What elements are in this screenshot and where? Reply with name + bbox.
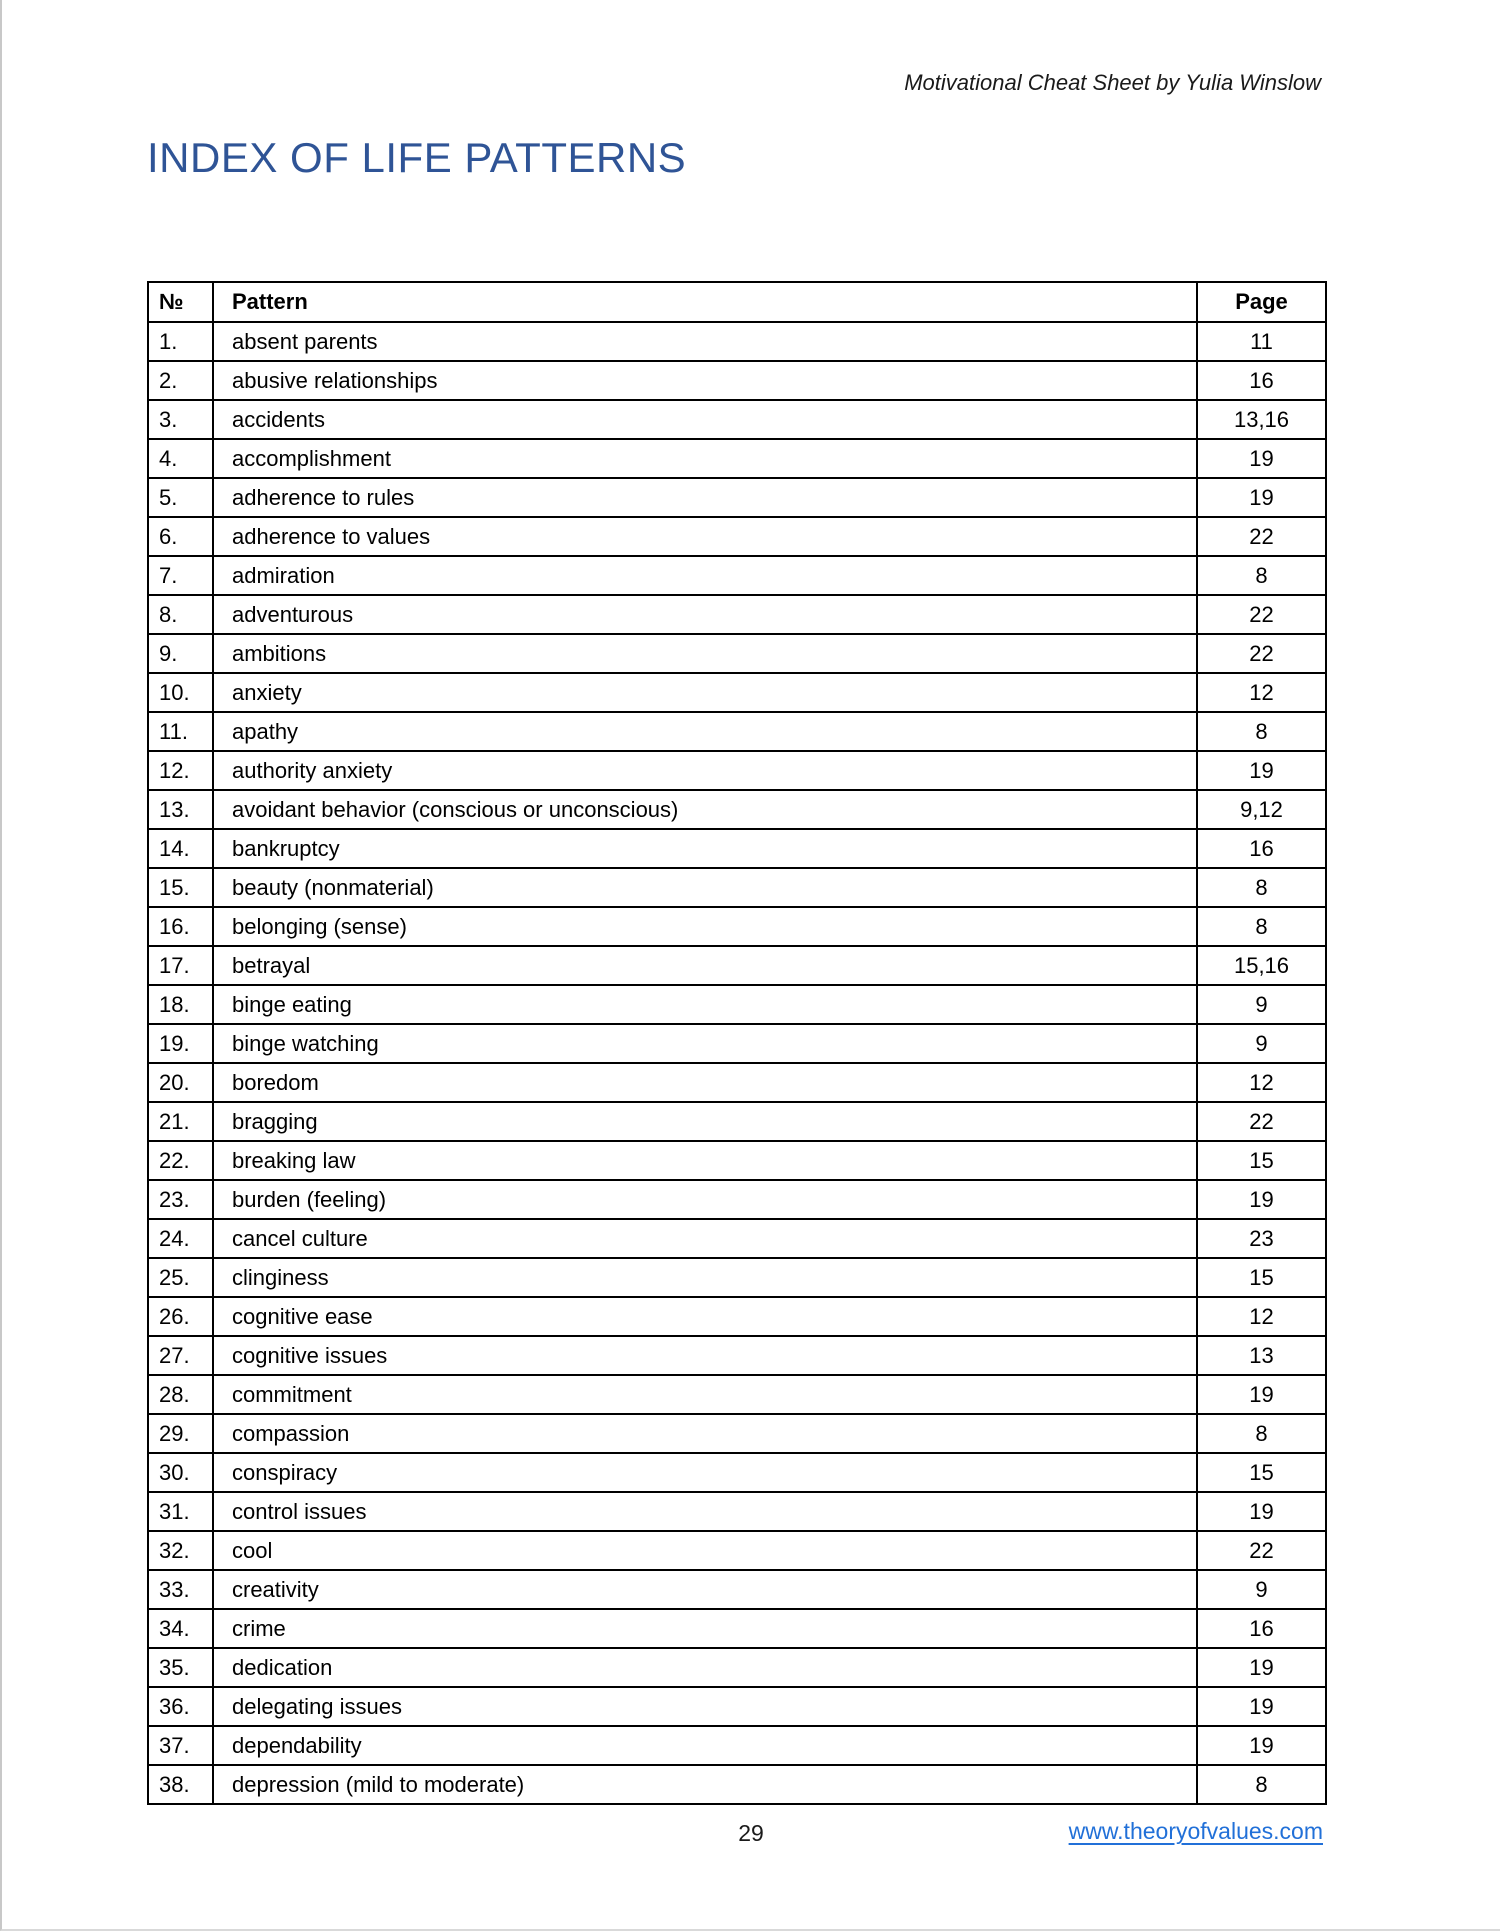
pattern-cell: breaking law — [213, 1141, 1197, 1180]
page-cell: 8 — [1197, 868, 1326, 907]
page-title: INDEX OF LIFE PATTERNS — [147, 134, 687, 181]
row-number-cell: 15. — [148, 868, 213, 907]
table-row — [148, 907, 1326, 946]
table-row — [148, 1375, 1326, 1414]
row-number-cell: 25. — [148, 1258, 213, 1297]
row-number-cell: 1. — [148, 322, 213, 361]
row-number-cell: 7. — [148, 556, 213, 595]
page-cell: 8 — [1197, 1765, 1326, 1804]
footer-page-number: 29 — [738, 1820, 764, 1846]
page-cell: 12 — [1197, 1063, 1326, 1102]
page-cell: 15 — [1197, 1258, 1326, 1297]
header-note: Motivational Cheat Sheet by Yulia Winslow — [904, 70, 1321, 95]
page-cell: 22 — [1197, 595, 1326, 634]
table-row — [148, 985, 1326, 1024]
page-cell: 13,16 — [1197, 400, 1326, 439]
pattern-cell: adventurous — [213, 595, 1197, 634]
row-number-cell: 2. — [148, 361, 213, 400]
page-cell: 8 — [1197, 1414, 1326, 1453]
pattern-cell: authority anxiety — [213, 751, 1197, 790]
table-row — [148, 1414, 1326, 1453]
page-cell: 8 — [1197, 907, 1326, 946]
table-row — [148, 556, 1326, 595]
table-row — [148, 946, 1326, 985]
page-cell: 15 — [1197, 1141, 1326, 1180]
table-row — [148, 1258, 1326, 1297]
row-number-cell: 17. — [148, 946, 213, 985]
index-table — [147, 281, 1327, 1805]
page-cell: 9 — [1197, 1570, 1326, 1609]
page-cell: 22 — [1197, 634, 1326, 673]
table-row — [148, 790, 1326, 829]
row-number-cell: 5. — [148, 478, 213, 517]
pattern-cell: bankruptcy — [213, 829, 1197, 868]
pattern-cell: cancel culture — [213, 1219, 1197, 1258]
column-header-number: № — [148, 282, 213, 322]
row-number-cell: 29. — [148, 1414, 213, 1453]
row-number-cell: 13. — [148, 790, 213, 829]
table-row — [148, 1687, 1326, 1726]
table-row — [148, 1297, 1326, 1336]
row-number-cell: 38. — [148, 1765, 213, 1804]
table-row — [148, 1219, 1326, 1258]
pattern-cell: admiration — [213, 556, 1197, 595]
table-row — [148, 517, 1326, 556]
table-row — [148, 1531, 1326, 1570]
page-cell: 22 — [1197, 1102, 1326, 1141]
row-number-cell: 37. — [148, 1726, 213, 1765]
pattern-cell: binge watching — [213, 1024, 1197, 1063]
table-row — [148, 1024, 1326, 1063]
row-number-cell: 3. — [148, 400, 213, 439]
pattern-cell: clinginess — [213, 1258, 1197, 1297]
pattern-cell: boredom — [213, 1063, 1197, 1102]
row-number-cell: 9. — [148, 634, 213, 673]
row-number-cell: 28. — [148, 1375, 213, 1414]
row-number-cell: 34. — [148, 1609, 213, 1648]
row-number-cell: 11. — [148, 712, 213, 751]
pattern-cell: dedication — [213, 1648, 1197, 1687]
pattern-cell: belonging (sense) — [213, 907, 1197, 946]
page-cell: 15,16 — [1197, 946, 1326, 985]
page-cell: 19 — [1197, 1687, 1326, 1726]
header-row — [148, 282, 1326, 322]
row-number-cell: 16. — [148, 907, 213, 946]
pattern-cell: adherence to values — [213, 517, 1197, 556]
page-cell: 19 — [1197, 1375, 1326, 1414]
page-cell: 13 — [1197, 1336, 1326, 1375]
pattern-cell: cool — [213, 1531, 1197, 1570]
table-row — [148, 1648, 1326, 1687]
page-cell: 19 — [1197, 439, 1326, 478]
row-number-cell: 6. — [148, 517, 213, 556]
website-link[interactable]: www.theoryofvalues.com — [1068, 1818, 1323, 1844]
page-cell: 12 — [1197, 1297, 1326, 1336]
row-number-cell: 19. — [148, 1024, 213, 1063]
index-table-body — [148, 322, 1326, 1804]
table-row — [148, 1180, 1326, 1219]
row-number-cell: 14. — [148, 829, 213, 868]
index-table-header — [148, 282, 1326, 322]
pattern-cell: cognitive ease — [213, 1297, 1197, 1336]
table-row — [148, 1570, 1326, 1609]
pattern-cell: ambitions — [213, 634, 1197, 673]
page-cell: 16 — [1197, 361, 1326, 400]
pattern-cell: avoidant behavior (conscious or unconscious) — [213, 790, 1197, 829]
page-cell: 19 — [1197, 751, 1326, 790]
table-row — [148, 829, 1326, 868]
row-number-cell: 18. — [148, 985, 213, 1024]
table-row — [148, 1102, 1326, 1141]
pattern-cell: bragging — [213, 1102, 1197, 1141]
page-cell: 9,12 — [1197, 790, 1326, 829]
page-cell: 9 — [1197, 985, 1326, 1024]
row-number-cell: 12. — [148, 751, 213, 790]
table-row — [148, 1609, 1326, 1648]
table-row — [148, 1063, 1326, 1102]
pattern-cell: control issues — [213, 1492, 1197, 1531]
row-number-cell: 20. — [148, 1063, 213, 1102]
page-cell: 15 — [1197, 1453, 1326, 1492]
table-row — [148, 1726, 1326, 1765]
row-number-cell: 31. — [148, 1492, 213, 1531]
pattern-cell: dependability — [213, 1726, 1197, 1765]
page-cell: 22 — [1197, 517, 1326, 556]
page-cell: 23 — [1197, 1219, 1326, 1258]
row-number-cell: 22. — [148, 1141, 213, 1180]
page-cell: 12 — [1197, 673, 1326, 712]
table-row — [148, 634, 1326, 673]
table-row — [148, 1765, 1326, 1804]
table-row — [148, 595, 1326, 634]
row-number-cell: 23. — [148, 1180, 213, 1219]
table-row — [148, 1453, 1326, 1492]
pattern-cell: crime — [213, 1609, 1197, 1648]
row-number-cell: 4. — [148, 439, 213, 478]
table-row — [148, 361, 1326, 400]
pattern-cell: creativity — [213, 1570, 1197, 1609]
page-cell: 19 — [1197, 1726, 1326, 1765]
table-row — [148, 322, 1326, 361]
pattern-cell: anxiety — [213, 673, 1197, 712]
page-cell: 8 — [1197, 556, 1326, 595]
page-cell: 19 — [1197, 1492, 1326, 1531]
row-number-cell: 10. — [148, 673, 213, 712]
pattern-cell: conspiracy — [213, 1453, 1197, 1492]
row-number-cell: 27. — [148, 1336, 213, 1375]
table-row — [148, 1492, 1326, 1531]
pattern-cell: compassion — [213, 1414, 1197, 1453]
page-cell: 19 — [1197, 478, 1326, 517]
pattern-cell: apathy — [213, 712, 1197, 751]
pattern-cell: burden (feeling) — [213, 1180, 1197, 1219]
page-cell: 11 — [1197, 322, 1326, 361]
pattern-cell: depression (mild to moderate) — [213, 1765, 1197, 1804]
pattern-cell: absent parents — [213, 322, 1197, 361]
table-row — [148, 1336, 1326, 1375]
table-row — [148, 478, 1326, 517]
table-row — [148, 439, 1326, 478]
row-number-cell: 24. — [148, 1219, 213, 1258]
row-number-cell: 8. — [148, 595, 213, 634]
pattern-cell: commitment — [213, 1375, 1197, 1414]
page-cell: 19 — [1197, 1180, 1326, 1219]
row-number-cell: 33. — [148, 1570, 213, 1609]
row-number-cell: 21. — [148, 1102, 213, 1141]
row-number-cell: 26. — [148, 1297, 213, 1336]
table-row — [148, 712, 1326, 751]
page-cell: 22 — [1197, 1531, 1326, 1570]
pattern-cell: betrayal — [213, 946, 1197, 985]
pattern-cell: beauty (nonmaterial) — [213, 868, 1197, 907]
table-row — [148, 400, 1326, 439]
page-cell: 9 — [1197, 1024, 1326, 1063]
pattern-cell: accomplishment — [213, 439, 1197, 478]
row-number-cell: 35. — [148, 1648, 213, 1687]
row-number-cell: 32. — [148, 1531, 213, 1570]
pattern-cell: delegating issues — [213, 1687, 1197, 1726]
column-header-pattern: Pattern — [213, 282, 1197, 322]
page-cell: 19 — [1197, 1648, 1326, 1687]
table-row — [148, 868, 1326, 907]
page-cell: 16 — [1197, 829, 1326, 868]
page-cell: 8 — [1197, 712, 1326, 751]
pattern-cell: accidents — [213, 400, 1197, 439]
column-header-page: Page — [1197, 282, 1326, 322]
pattern-cell: abusive relationships — [213, 361, 1197, 400]
page-cell: 16 — [1197, 1609, 1326, 1648]
table-row — [148, 751, 1326, 790]
pattern-cell: binge eating — [213, 985, 1197, 1024]
table-row — [148, 673, 1326, 712]
pattern-cell: cognitive issues — [213, 1336, 1197, 1375]
table-row — [148, 1141, 1326, 1180]
row-number-cell: 36. — [148, 1687, 213, 1726]
row-number-cell: 30. — [148, 1453, 213, 1492]
pattern-cell: adherence to rules — [213, 478, 1197, 517]
